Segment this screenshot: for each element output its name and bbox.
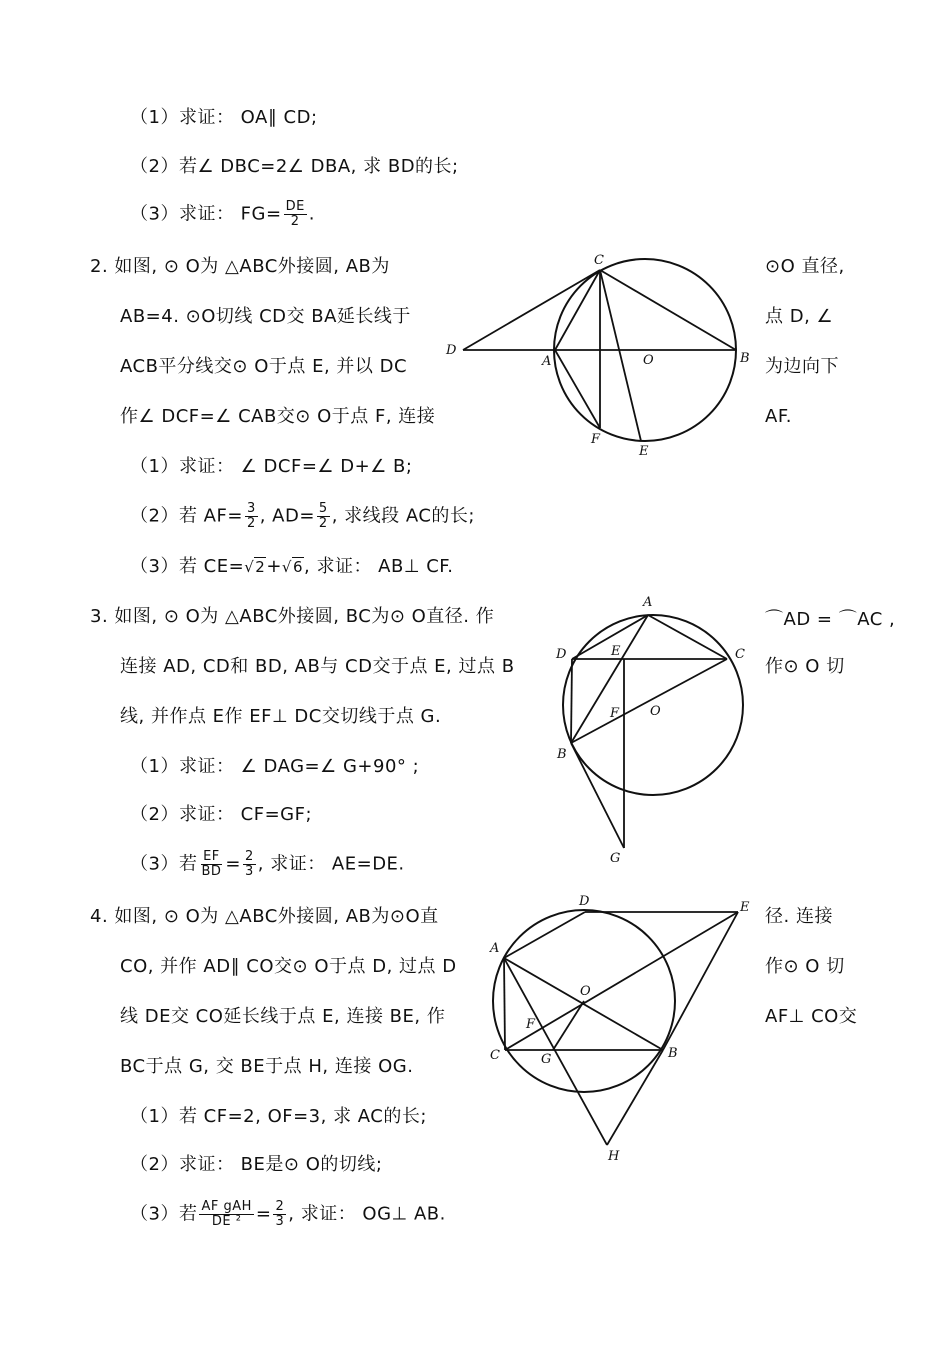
label-d: D [556,647,567,662]
line-bc [571,659,727,743]
q2-line3: ACB平分线交⊙ O于点 E, 并以 DC [120,356,408,377]
label-c: C [735,647,745,662]
line-ah [504,958,607,1145]
label-f: F [526,1017,536,1032]
q3-line2: 连接 AD, CD和 BD, AB与 CD交于点 E, 过点 B [120,656,515,677]
q2-line2-right: 点 D, ∠ [765,306,834,327]
q1-fraction: $\frac{DE}{2}$ [285,199,305,229]
q4-line1-right: 径. 连接 [765,906,833,927]
label-c: C [594,253,604,268]
line-ce [505,912,738,1050]
label-b: B [557,747,567,762]
q2-line3-right: 为边向下 [765,356,839,377]
q3-line1-right: ⌒AD = ⌒AC , [765,609,896,630]
label-b: B [740,351,750,366]
q2-part1: （1）求证： ∠ DCF=∠ D+∠ B; [130,456,413,477]
q3-part3: （3）若 $\frac{EF}{BD}$ = $\frac{2}{3}$ , 求证： AE=DE. [130,849,405,879]
line-og [553,1001,584,1050]
q2-line1-right: ⊙O 直径, [765,256,845,277]
q3-figure [548,590,753,870]
q2-line1: 2. 如图, ⊙ O为 △ABC外接圆, AB为 [90,256,390,277]
q4-line3-right: AF⊥ CO交 [765,1006,858,1027]
q4-line2-right: 作⊙ O 切 [765,956,845,977]
q4-fraction-af-ah: $\frac{\text{AF gAH}}{\text{DE ²}}$ [201,1199,252,1229]
q2-part3: （3）若 CE=√2+√6, 求证： AB⊥ CF. [130,556,454,577]
q2-line4-right: AF. [765,406,792,427]
q3-line3: 线, 并作点 E作 EF⊥ DC交切线于点 G. [120,706,442,727]
label-c: C [490,1048,500,1063]
label-o: O [580,984,591,999]
label-e: E [611,644,621,659]
label-a: A [542,354,552,369]
q4-line1: 4. 如图, ⊙ O为 △ABC外接圆, AB为⊙O直 [90,906,439,927]
line-ac [504,958,505,1050]
label-f: F [610,706,620,721]
sqrt-2: √2 [244,558,266,576]
q3-line2-right: 作⊙ O 切 [765,656,845,677]
label-d: D [446,343,457,358]
q4-line4: BC于点 G, 交 BE于点 H, 连接 OG. [120,1056,414,1077]
q4-fraction-2-3: $\frac{2}{3}$ [275,1199,285,1229]
label-e: E [639,444,649,459]
line-cb [600,270,736,350]
line-ce [600,270,641,441]
q3-part2: （2）求证： CF=GF; [130,804,313,825]
label-e: E [740,900,750,915]
q2-part2: （2）若 AF= $\frac{3}{2}$ , AD= $\frac{5}{2}$ , 求线段 AC的长; [130,501,475,531]
q4-part1: （1）若 CF=2, OF=3, 求 AC的长; [130,1106,427,1127]
line-bg [571,743,624,848]
q4-part3: （3）若 $\frac{\text{AF gAH}}{\text{DE ²}}$ = $\frac{2}{3}$ , 求证： OG⊥ AB. [130,1199,446,1229]
line-db [571,659,572,743]
q4-part2: （2）求证： BE是⊙ O的切线; [130,1154,383,1175]
q3-fraction-ef-bd: $\frac{EF}{BD}$ [201,849,222,879]
q2-fraction-ad: $\frac{5}{2}$ [318,501,328,531]
q1-part3-text: （3）求证： FG= [130,203,282,225]
q4-line3: 线 DE交 CO延长线于点 E, 连接 BE, 作 [120,1006,446,1027]
q2-fraction-af: $\frac{3}{2}$ [246,501,256,531]
label-g: G [610,851,621,866]
line-ca [555,270,600,350]
label-b: B [668,1046,678,1061]
q1-part2: （2）若∠ DBC=2∠ DBA, 求 BD的长; [130,156,459,177]
sqrt-6: √6 [281,558,304,576]
label-o: O [650,704,661,719]
q3-fraction-2-3: $\frac{2}{3}$ [244,849,254,879]
line-bh [607,1050,663,1145]
q1-part1: （1）求证： OA∥ CD; [130,107,318,128]
q1-part3: （3）求证： FG= $\frac{DE}{2}$ . [130,199,316,229]
q4-figure [480,885,760,1170]
q2-line4: 作∠ DCF=∠ CAB交⊙ O于点 F, 连接 [120,406,436,427]
line-ad [572,615,648,659]
label-a: A [643,595,653,610]
line-dc [463,270,600,350]
q3-line1: 3. 如图, ⊙ O为 △ABC外接圆, BC为⊙ O直径. 作 [90,606,495,627]
label-a: A [490,941,500,956]
label-h: H [608,1149,620,1164]
q4-line2: CO, 并作 AD∥ CO交⊙ O于点 D, 过点 D [120,956,457,977]
q2-figure [440,245,760,465]
label-g: G [541,1052,552,1067]
label-o: O [643,353,654,368]
q3-part1: （1）求证： ∠ DAG=∠ G+90° ; [130,756,420,777]
line-be [663,912,738,1050]
line-ab [571,615,648,743]
q2-line2: AB=4. ⊙O切线 CD交 BA延长线于 [120,306,411,327]
label-f: F [591,432,601,447]
label-d: D [579,894,590,909]
